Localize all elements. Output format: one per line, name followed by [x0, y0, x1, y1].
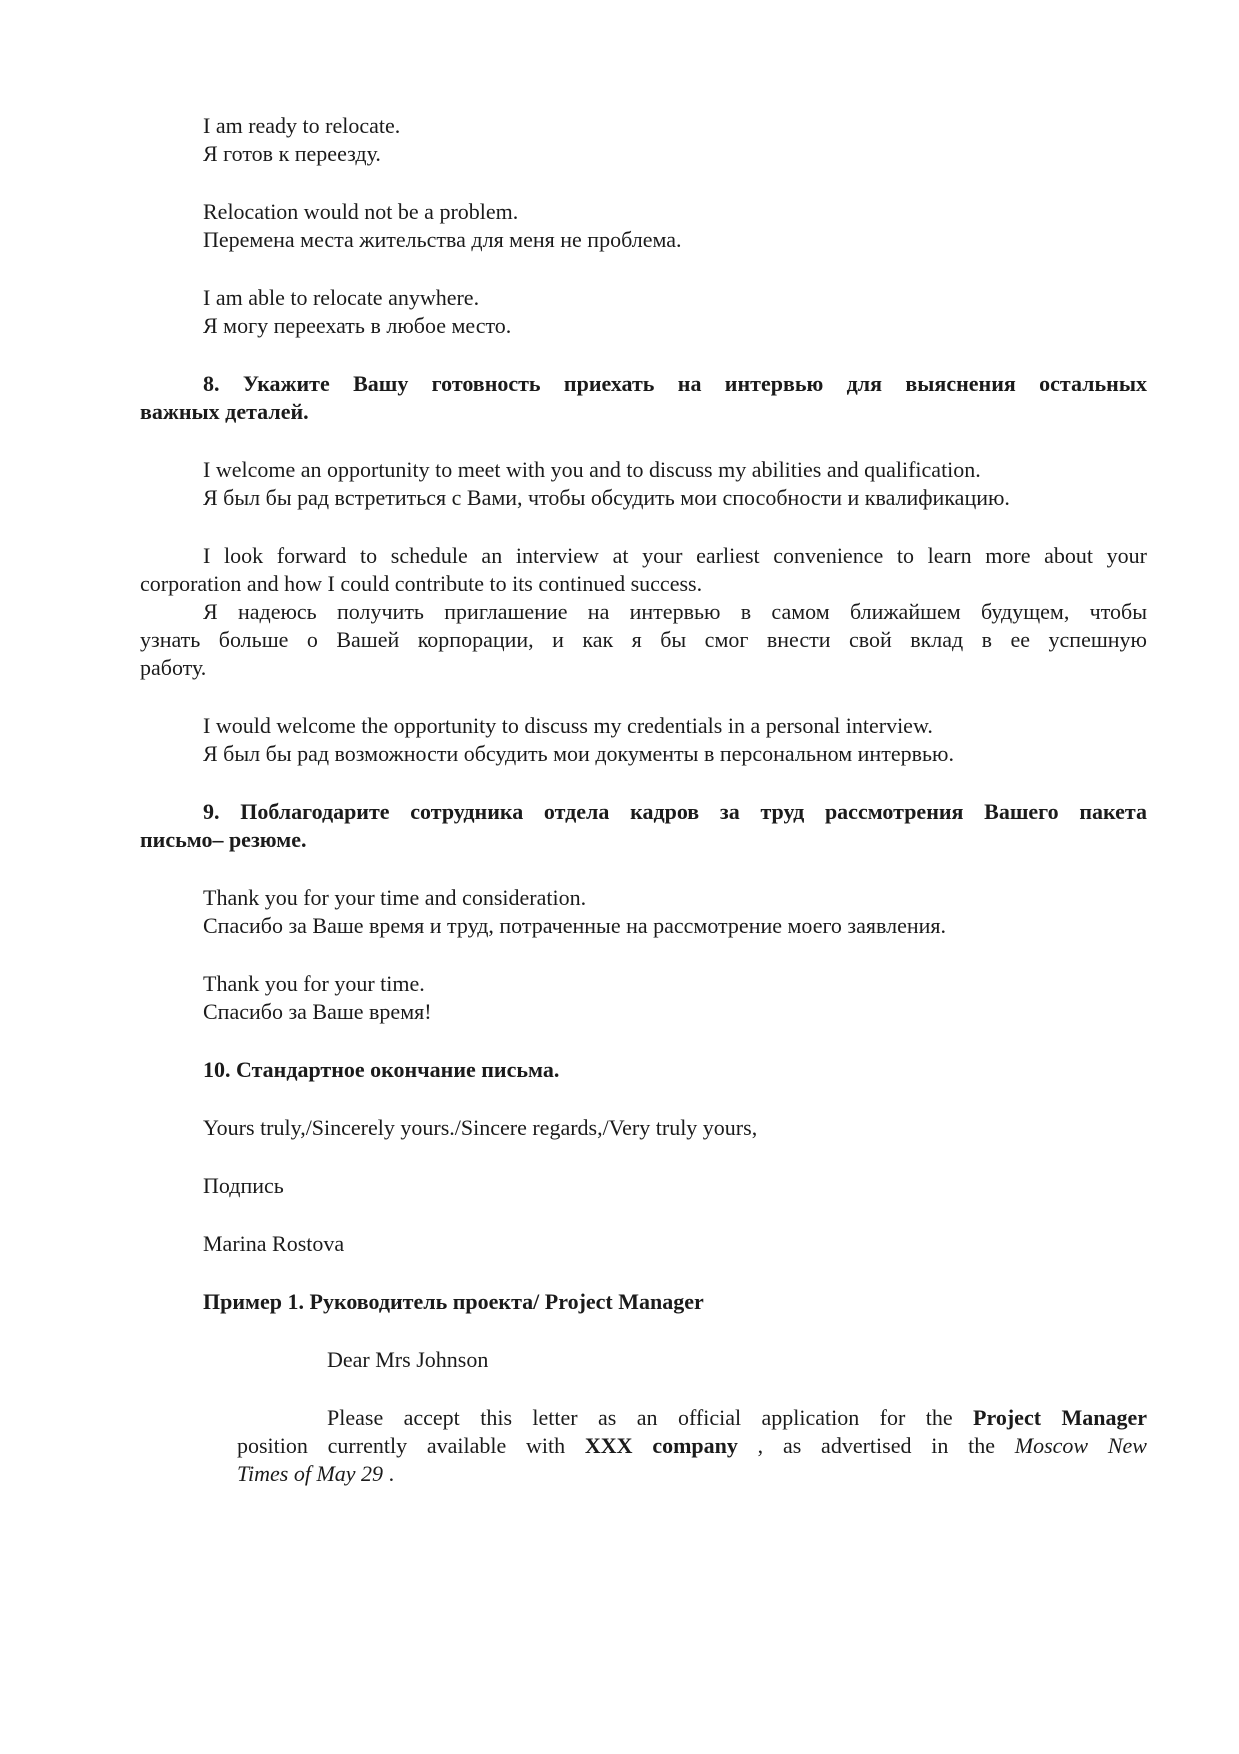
text-run: I am able to relocate anywhere.: [203, 285, 480, 310]
document-line: [140, 112, 1147, 140]
document-line: [140, 1056, 1147, 1084]
text-run: важных деталей.: [140, 399, 309, 424]
document-line: [140, 1288, 1147, 1316]
paragraph: [140, 1172, 1147, 1200]
text-run: I would welcome the opportunity to discuss my credentials in a personal interview.: [203, 713, 933, 738]
document-line: [140, 798, 1147, 826]
text-run: 10. Стандартное окончание письма.: [203, 1057, 560, 1082]
document-line: [140, 398, 1147, 426]
text-run: Я был бы рад встретиться с Вами, чтобы обсудить мои способности и квалификацию.: [203, 485, 1010, 510]
section-heading: [140, 798, 1147, 854]
text-run: Пример 1. Руководитель проекта/ Project Manager: [203, 1289, 704, 1314]
paragraph: [140, 112, 1147, 168]
text-run: XXX company: [584, 1433, 738, 1458]
text-run: Project Manager: [973, 1405, 1147, 1430]
paragraph: [140, 970, 1147, 1026]
document-line: [140, 284, 1147, 312]
text-run: Moscow New: [1014, 1433, 1147, 1458]
document-line: [140, 654, 1147, 682]
text-block: [140, 0, 1147, 1488]
text-run: I welcome an opportunity to meet with you and to discuss my abilities and qualification.: [203, 457, 981, 482]
text-run: 9. Поблагодарите сотрудника отдела кадров за труд рассмотрения Вашего пакета: [203, 799, 1147, 824]
document-line: [237, 1460, 1147, 1488]
text-run: Times of May 29: [237, 1461, 384, 1486]
text-run: Thank you for your time and consideration.: [203, 885, 587, 910]
document-line: [140, 1230, 1147, 1258]
document-line: [140, 370, 1147, 398]
document-line: [140, 140, 1147, 168]
document-line: [140, 740, 1147, 768]
document-line: [237, 1346, 1147, 1374]
text-run: 8. Укажите Вашу готовность приехать на интервью для выяснения остальных: [203, 371, 1147, 396]
text-run: Я надеюсь получить приглашение на интервью в самом ближайшем будущем, чтобы: [203, 599, 1147, 624]
section-heading: [140, 1288, 1147, 1316]
text-run: узнать больше о Вашей корпорации, и как я бы смог внести свой вклад в ее успешную: [140, 627, 1147, 652]
paragraph: [140, 198, 1147, 254]
document-line: [140, 598, 1147, 626]
text-run: Thank you for your time.: [203, 971, 425, 996]
document-line: [140, 884, 1147, 912]
text-run: Спасибо за Ваше время и труд, потраченные на рассмотрение моего заявления.: [203, 913, 947, 938]
paragraph: [140, 884, 1147, 940]
text-run: corporation and how I could contribute to its continued success.: [140, 571, 703, 596]
text-run: Marina Rostova: [203, 1231, 345, 1256]
paragraph: [140, 1114, 1147, 1142]
text-run: Yours truly,/Sincerely yours./Sincere regards,/Very truly yours,: [203, 1115, 758, 1140]
document-line: [140, 226, 1147, 254]
section-heading: [140, 1056, 1147, 1084]
section-heading: [140, 370, 1147, 426]
document-line: [140, 826, 1147, 854]
text-run: Перемена места жительства для меня не проблема.: [203, 227, 682, 252]
text-run: письмо– резюме.: [140, 827, 307, 852]
text-run: .: [383, 1461, 395, 1486]
document-line: [140, 542, 1147, 570]
document-line: [140, 198, 1147, 226]
text-run: I am ready to relocate.: [203, 113, 401, 138]
text-run: Please accept this letter as an official application for the: [327, 1405, 974, 1430]
paragraph: [140, 284, 1147, 340]
paragraph: [237, 1346, 1147, 1374]
document-line: [140, 712, 1147, 740]
text-run: position currently available with: [237, 1433, 585, 1458]
text-run: Спасибо за Ваше время!: [203, 999, 432, 1024]
document-line: [140, 456, 1147, 484]
paragraph: [237, 1404, 1147, 1488]
text-run: , as advertised in the: [737, 1433, 1015, 1458]
document-line: [140, 970, 1147, 998]
text-run: Relocation would not be a problem.: [203, 199, 519, 224]
document-line: [140, 626, 1147, 654]
document-line: [140, 912, 1147, 940]
text-run: Я был бы рад возможности обсудить мои документы в персональном интервью.: [203, 741, 954, 766]
text-run: работу.: [140, 655, 207, 680]
document-line: [140, 484, 1147, 512]
text-run: Подпись: [203, 1173, 284, 1198]
text-run: Dear Mrs Johnson: [327, 1347, 489, 1372]
document-line: [237, 1432, 1147, 1460]
text-run: I look forward to schedule an interview at your earliest convenience to learn more about your: [203, 543, 1147, 568]
paragraph: [140, 456, 1147, 512]
text-run: Я готов к переезду.: [203, 141, 381, 166]
text-run: Я могу переехать в любое место.: [203, 313, 512, 338]
document-line: [237, 1404, 1147, 1432]
document-line: [140, 998, 1147, 1026]
document-line: [140, 570, 1147, 598]
paragraph: [140, 542, 1147, 682]
document-line: [140, 1172, 1147, 1200]
document-line: [140, 312, 1147, 340]
document-line: [140, 1114, 1147, 1142]
paragraph: [140, 712, 1147, 768]
paragraph: [140, 1230, 1147, 1258]
